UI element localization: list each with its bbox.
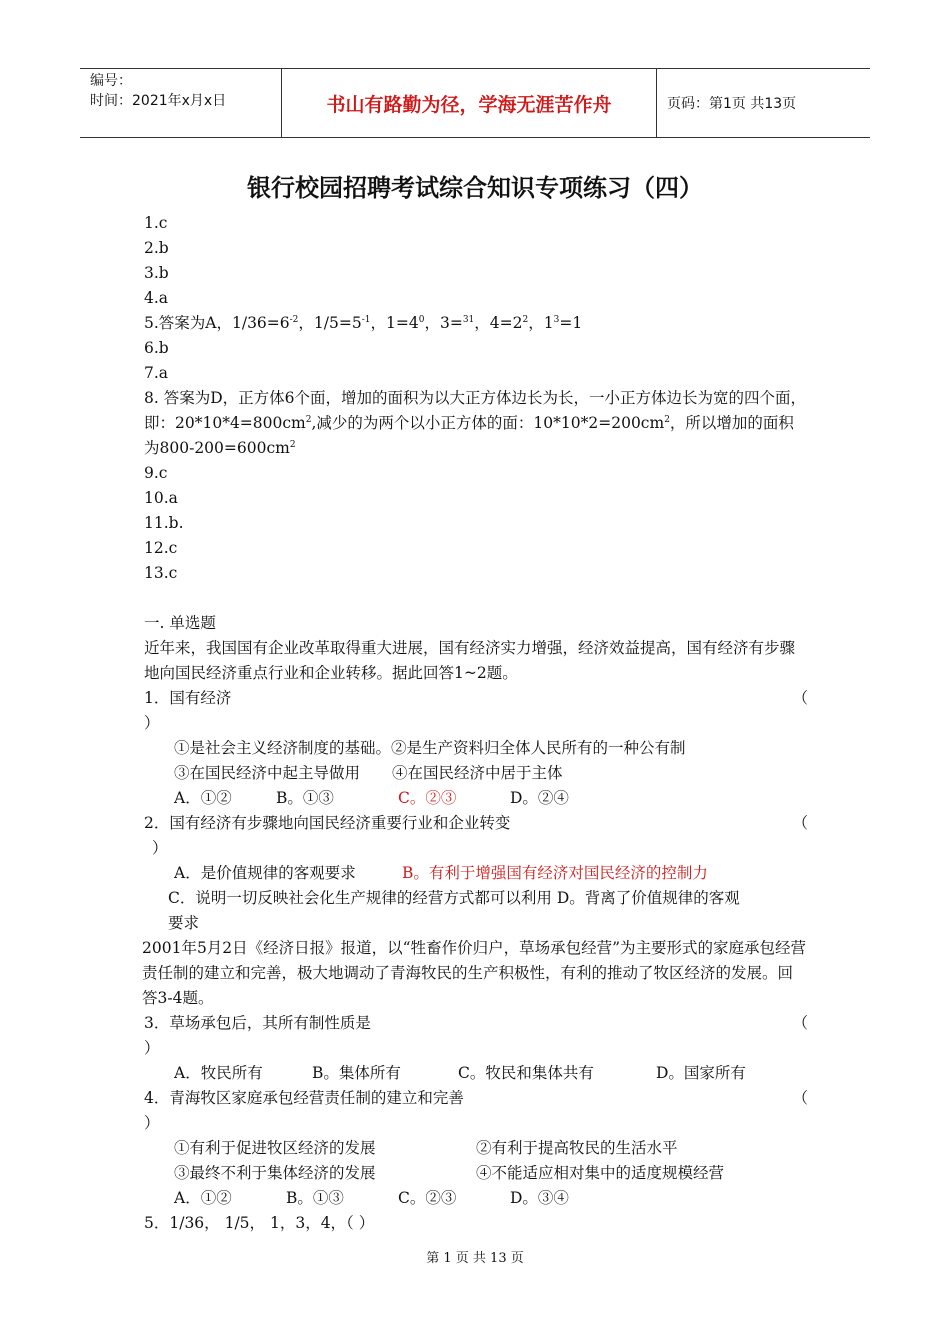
q1-options: [144, 786, 808, 811]
q1-option-a[interactable]: A．①②: [174, 789, 232, 807]
page-header: [80, 68, 870, 138]
passage-2: 2001年5月2日《经济日报》报道，以“牲畜作价归户，草场承包经营”为主要形式的家庭承包经营责任制的建立和完善，极大地调动了青海牧民的生产积极性，有利的推动了牧区经济的发展。回答3-4题。: [142, 939, 807, 1007]
passage-1: 近年来，我国国有企业改革取得重大进展，国有经济实力增强，经济效益提高，国有经济有步骤地向国民经济重点行业和企业转移。据此回答1~2题。: [144, 639, 796, 682]
header-motto: 书山有路勤为径，学海无涯苦作舟: [282, 69, 657, 137]
q4-option-c[interactable]: C。②③: [398, 1189, 457, 1207]
answer-12: 12.c: [144, 539, 178, 557]
q2-option-c[interactable]: C．说明一切反映社会化生产规律的经营方式都可以利用: [168, 889, 552, 907]
q3-option-c[interactable]: C。牧民和集体共有: [458, 1064, 594, 1082]
answer-3: 3.b: [144, 264, 169, 282]
header-meta: [80, 69, 282, 137]
q3-options: [144, 1061, 808, 1086]
paren-close: ）: [144, 1114, 160, 1132]
q4-options: [144, 1186, 808, 1211]
q1-statement-4: ④在国民经济中居于主体: [392, 764, 563, 782]
q4-statement-1: ①有利于促进牧区经济的发展: [174, 1139, 376, 1157]
answer-8: 8. 答案为D，正方体6个面，增加的面积为以大正方体边长为长，一小正方体边长为宽的四个面，即：$20*10*4=800cm^2$,减少的为两个以小正方体的面：$10*10*2=200cm^2$，所以增加的面积为$800-200=600cm^2$: [144, 389, 807, 457]
answer-6: 6.b: [144, 339, 169, 357]
q2-option-a[interactable]: A．是价值规律的客观要求: [174, 864, 356, 882]
answer-7: 7.a: [144, 364, 169, 382]
q2-options-cd: [144, 886, 808, 911]
page-footer: 第 1 页 共 13 页: [426, 1251, 524, 1266]
paren-close: ）: [144, 714, 160, 732]
q2-option-d[interactable]: D。背离了价值规律的客观: [556, 889, 740, 907]
q1-statement-3: ③在国民经济中起主导做用: [174, 764, 361, 782]
q2-options-ab: [144, 861, 808, 886]
question-5: 5．1/36， 1/5， 1，3，4，（ ）: [144, 1214, 375, 1232]
answer-10: 10.a: [144, 489, 178, 507]
q4-statements-1: [144, 1136, 808, 1161]
q4-statement-3: ③最终不利于集体经济的发展: [174, 1164, 376, 1182]
q3-option-b[interactable]: B。集体所有: [312, 1064, 401, 1082]
paren-close: ）: [152, 839, 168, 857]
answer-11: 11.b.: [144, 514, 184, 532]
answer-paren: （: [792, 1014, 808, 1032]
q4-option-d[interactable]: D。③④: [510, 1189, 569, 1207]
answer-5: 5.答案为A，$1/36=6^{-2}$，$1/5=5^{-1}$，$1=4^0$，3=$^{31}$，$4=2^2$，$1^3=1$: [144, 314, 583, 332]
q4-option-b[interactable]: B。①③: [286, 1189, 344, 1207]
document-title: 银行校园招聘考试综合知识专项练习（四）: [247, 174, 703, 202]
answer-4: 4.a: [144, 289, 169, 307]
q1-option-b[interactable]: B。①③: [276, 789, 334, 807]
q1-option-c[interactable]: C。②③: [398, 789, 457, 807]
question-2: [144, 811, 808, 836]
q1-option-d[interactable]: D。②④: [510, 789, 569, 807]
answer-2: 2.b: [144, 239, 169, 257]
q2-option-d-cont: 要求: [168, 914, 200, 932]
answer-paren: （: [792, 814, 808, 832]
q4-statement-2: ②有利于提高牧民的生活水平: [476, 1139, 678, 1157]
time-label: 时间：2021年x月x日: [90, 93, 227, 109]
answer-paren: （: [792, 689, 808, 707]
q3-option-a[interactable]: A．牧民所有: [174, 1064, 263, 1082]
question-3-stem: 3．草场承包后，其所有制性质是: [144, 1014, 371, 1032]
question-1-stem: 1．国有经济: [144, 689, 232, 707]
question-3: [144, 1011, 808, 1036]
answer-1: 1.c: [144, 214, 168, 232]
q2-option-b[interactable]: B。有利于增强国有经济对国民经济的控制力: [402, 864, 708, 882]
answer-13: 13.c: [144, 564, 178, 582]
q4-option-a[interactable]: A．①②: [174, 1189, 232, 1207]
question-4: [144, 1086, 808, 1111]
question-2-stem: 2．国有经济有步骤地向国民经济重要行业和企业转变: [144, 814, 511, 832]
header-page-info: 页码：第1页 共13页: [667, 96, 797, 112]
document-body: [144, 211, 808, 1236]
answer-9: 9.c: [144, 464, 168, 482]
q3-option-d[interactable]: D。国家所有: [656, 1064, 746, 1082]
q1-statements-2: [144, 761, 808, 786]
question-4-stem: 4．青海牧区家庭承包经营责任制的建立和完善: [144, 1089, 464, 1107]
q1-statement-1: ①是社会主义经济制度的基础。②是生产资料归全体人民所有的一种公有制: [174, 739, 686, 757]
q4-statement-4: ④不能适应相对集中的适度规模经营: [476, 1164, 725, 1182]
number-label: 编号：: [90, 73, 132, 89]
section-heading: 一. 单选题: [144, 614, 216, 632]
question-1: [144, 686, 808, 711]
paren-close: ）: [144, 1039, 160, 1057]
answer-paren: （: [792, 1089, 808, 1107]
q4-statements-2: [144, 1161, 808, 1186]
